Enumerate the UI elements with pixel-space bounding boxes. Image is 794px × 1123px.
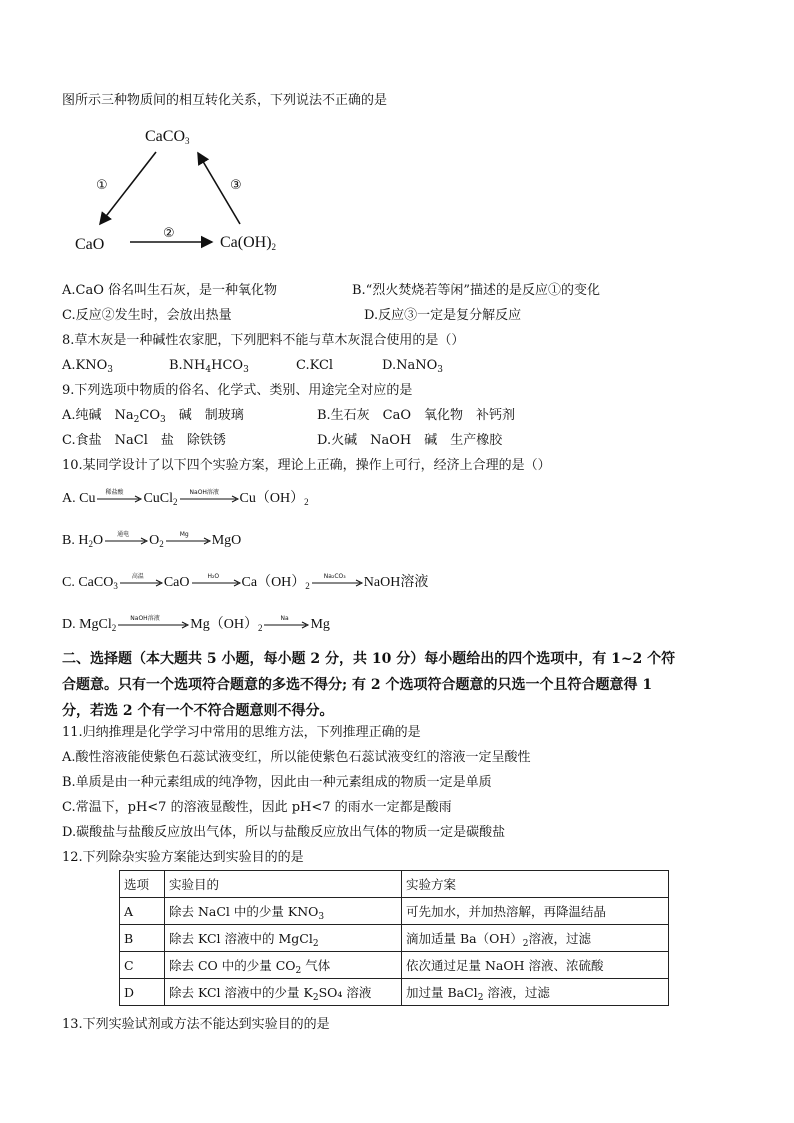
q10-option-b: B. $H_2O$ 通电 $O_2$ Mg MgO <box>62 530 242 549</box>
node-cao: CaO <box>75 236 105 253</box>
table-header-row <box>120 871 669 898</box>
section2-line2: 合题意。只有一个选项符合题意的多选不得分; 有 2 个选项符合题意的只选一个且符合题意得 1 <box>62 677 653 693</box>
reaction-arrow: Na₂CO₃ <box>310 578 364 588</box>
q11-option-b: B.单质是由一种元素组成的纯净物，因此由一种元素组成的物质一定是单质 <box>62 775 492 790</box>
q9-option-a: A.纯碱 $Na_2CO_3$ 碱 制玻璃 <box>62 408 244 425</box>
q11-option-a: A.酸性溶液能使紫色石蕊试液变红，所以能使紫色石蕊试液变红的溶液一定呈酸性 <box>62 750 531 765</box>
header-goal: 实验目的 <box>165 871 402 898</box>
row-plan: 可先加水，并加热溶解，再降温结晶 <box>402 898 669 925</box>
q7-option-d: D.反应③一定是复分解反应 <box>364 308 522 323</box>
table-row <box>120 952 669 979</box>
row-plan: 依次通过足量 NaOH 溶液、浓硫酸 <box>402 952 669 979</box>
q9-stem: 9.下列选项中物质的俗名、化学式、类别、用途完全对应的是 <box>62 383 413 398</box>
q10-option-d: D. MgCl$_2$ NaOH溶液 $Mg(OH)_2$ Na Mg <box>62 614 330 633</box>
q10-stem: 10.某同学设计了以下四个实验方案，理论上正确，操作上可行，经济上合理的是（） <box>62 458 551 473</box>
q8-option-c: C.KCl <box>296 358 334 373</box>
q8-option-b: $B.NH_4HCO_3$ <box>169 358 249 375</box>
q11-option-c: C.常温下，pH<7 的溶液显酸性，因此 pH<7 的雨水一定都是酸雨 <box>62 800 452 815</box>
q11-option-d: D.碳酸盐与盐酸反应放出气体，所以与盐酸反应放出气体的物质一定是碳酸盐 <box>62 825 506 840</box>
q12-stem: 12.下列除杂实验方案能达到实验目的的是 <box>62 850 304 865</box>
row-plan: 滴加适量 $Ba(OH)_2$溶液，过滤 <box>402 925 669 952</box>
q13-stem: 13.下列实验试剂或方法不能达到实验目的的是 <box>62 1017 330 1032</box>
q7-stem: 图所示三种物质间的相互转化关系，下列说法不正确的是 <box>62 93 388 108</box>
q8-option-a: $A.KNO_3$ <box>62 358 113 375</box>
header-option: 选项 <box>120 871 165 898</box>
row-option: C <box>120 952 165 979</box>
table-row <box>120 979 669 1006</box>
reaction-arrow: NaOH溶液 <box>116 620 190 630</box>
label-1: ① <box>96 178 108 193</box>
q8-option-d: D.NaNO$_3$ <box>382 358 443 375</box>
table-row <box>120 925 669 952</box>
diagram-arrows <box>60 120 320 270</box>
q12-table <box>119 870 669 1006</box>
header-plan: 实验方案 <box>402 871 669 898</box>
row-plan: 加过量 BaCl$_2$ 溶液，过滤 <box>402 979 669 1006</box>
reaction-arrow: H₂O <box>190 578 242 588</box>
reaction-arrow: 稀盐酸 <box>95 494 143 504</box>
reaction-arrow: NaOH溶液 <box>178 494 240 504</box>
label-3: ③ <box>230 178 242 193</box>
row-goal: 除去 KCl 溶液中的少量 $K_2SO_4$ 溶液 <box>165 979 402 1006</box>
row-goal: 除去 KCl 溶液中的 MgCl$_2$ <box>165 925 402 952</box>
node-caoh2: $Ca(OH)_2$ <box>220 234 277 252</box>
row-option: D <box>120 979 165 1006</box>
q11-stem: 11.归纳推理是化学学习中常用的思维方法，下列推理正确的是 <box>62 725 421 740</box>
row-goal: 除去 NaCl 中的少量 $KNO_3$ <box>165 898 402 925</box>
reaction-arrow: Mg <box>164 536 212 546</box>
node-caco3: CaCO$_3$ <box>145 128 190 146</box>
row-goal: 除去 CO 中的少量 $CO_2$ 气体 <box>165 952 402 979</box>
row-option: A <box>120 898 165 925</box>
conversion-diagram <box>60 120 320 270</box>
q9-option-c: C.食盐 NaCl 盐 除铁锈 <box>62 433 226 448</box>
q9-option-b: B.生石灰 CaO 氧化物 补钙剂 <box>317 408 516 423</box>
q7-option-a: A.CaO 俗名叫生石灰，是一种氧化物 <box>62 283 278 298</box>
q7-option-c: C.反应②发生时，会放出热量 <box>62 308 232 323</box>
reaction-arrow: 通电 <box>103 536 149 546</box>
q10-option-c: C. CaCO$_3$ 高温 CaO H₂O $Ca(OH)_2$ Na₂CO₃ NaOH溶液 <box>62 572 429 591</box>
reaction-arrow: Na <box>262 620 310 630</box>
q7-option-b: B.“烈火焚烧若等闲”描述的是反应①的变化 <box>352 283 600 298</box>
q10-option-a: A. Cu 稀盐酸 CuCl$_2$ NaOH溶液 $Cu(OH)_2$ <box>62 488 309 507</box>
reaction-arrow: 高温 <box>118 578 164 588</box>
arrow-1 <box>100 152 156 224</box>
section2-line1: 二、选择题（本大题共 5 小题，每小题 2 分，共 10 分）每小题给出的四个选项中，有 1~2 个符 <box>62 651 676 667</box>
q9-option-d: D.火碱 NaOH 碱 生产橡胶 <box>317 433 503 448</box>
section2-line3: 分，若选 2 个有一个不符合题意则不得分。 <box>62 703 334 719</box>
label-2: ② <box>163 226 175 241</box>
q8-stem: 8.草木灰是一种碱性农家肥，下列肥料不能与草木灰混合使用的是（） <box>62 333 465 348</box>
row-option: B <box>120 925 165 952</box>
table-row <box>120 898 669 925</box>
